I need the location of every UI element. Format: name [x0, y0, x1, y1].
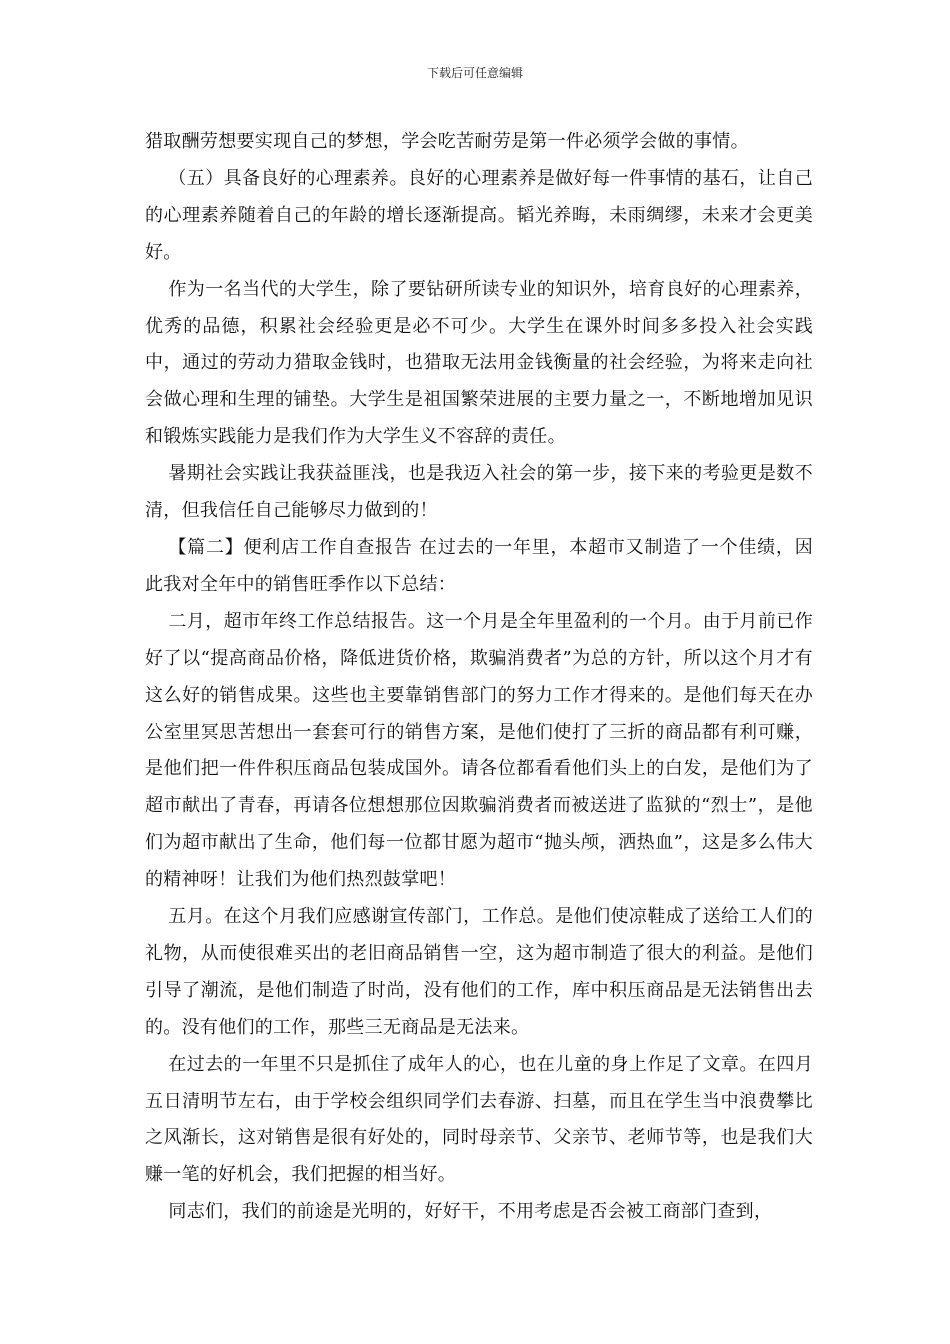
paragraph-children: 在过去的一年里不只是抓住了成年人的心，也在儿童的身上作足了文章。在四月五日清明节左右，由于学校会组织同学们去春游、扫墓，而且在学生当中浪费攀比之风渐长，这对销售是很有好处的，同时母亲节、父亲节、老师节等，也是我们大赚一笔的好机会，我们把握的相当好。 — [145, 1053, 813, 1186]
paragraph-may: 五月。在这个月我们应感谢宣传部门，工作总。是他们使凉鞋成了送给工人们的礼物，从而使很难买出的老旧商品销售一空，这为超市制造了很大的利益。是他们引导了潮流，是他们制造了时尚，没有他们的工作，库中积压商品是无法销售出去的。没有他们的工作，那些三无商品是无法来。 — [145, 906, 813, 1038]
paragraph-college-student: 作为一名当代的大学生，除了要钻研所读专业的知识外，培育良好的心理素养，优秀的品德，积累社会经验更是必不可少。大学生在课外时间多多投入社会实践中，通过的劳动力猎取金钱时，也猎取无法用金钱衡量的社会经验，为将来走向社会做心理和生理的铺垫。大学生是祖国繁荣进展的主要力量之一，不断地增加见识和锻炼实践能力是我们作为大学生义不容辞的责任。 — [145, 278, 813, 448]
page-header: 下载后可任意编辑 — [426, 66, 523, 80]
paragraph-continuation: 猎取酬劳想要实现自己的梦想，学会吃苦耐劳是第一件必须学会做的事情。 — [145, 131, 749, 152]
paragraph-part-two-heading: 【篇二】便利店工作自查报告 在过去的一年里，本超市又制造了一个佳绩，因此我对全年中的销售旺季作以下总结： — [145, 536, 813, 595]
document-body — [145, 124, 813, 1231]
paragraph-summer-practice: 暑期社会实践让我获益匪浅，也是我迈入社会的第一步，接下来的考验更是数不清，但我信任自己能够尽力做到的！ — [145, 463, 813, 522]
paragraph-psychological-quality: （五）具备良好的心理素养。良好的心理素养是做好每一件事情的基石，让自己的心理素养随着自己的年龄的增长逐渐提高。韬光养晦，未雨绸缪，未来才会更美好。 — [145, 167, 813, 263]
paragraph-comrades: 同志们，我们的前途是光明的，好好干，不用考虑是否会被工商部门查到， — [168, 1201, 773, 1223]
paragraph-february: 二月，超市年终工作总结报告。这一个月是全年里盈利的一个月。由于月前已作好了以“提高商品价格，降低进货价格，欺骗消费者”为总的方针，所以这个月才有这么好的销售成果。这些也主要靠销售部门的努力工作才得来的。是他们每天在办公室里冥思苦想出一套套可行的销售方案，是他们使打了三折的商品都有利可赚，是他们把一件件积压商品包装成国外。请各位都看看他们头上的白发，是他们为了超市献出了青春，再请各位想想那位因欺骗消费者而被送进了监狱的“烈士”，是他们为超市献出了生命，他们每一位都甘愿为超市“抛头颅，洒热血”，这是多么伟大的精神呀！让我们为他们热烈鼓掌吧！ — [145, 610, 813, 891]
